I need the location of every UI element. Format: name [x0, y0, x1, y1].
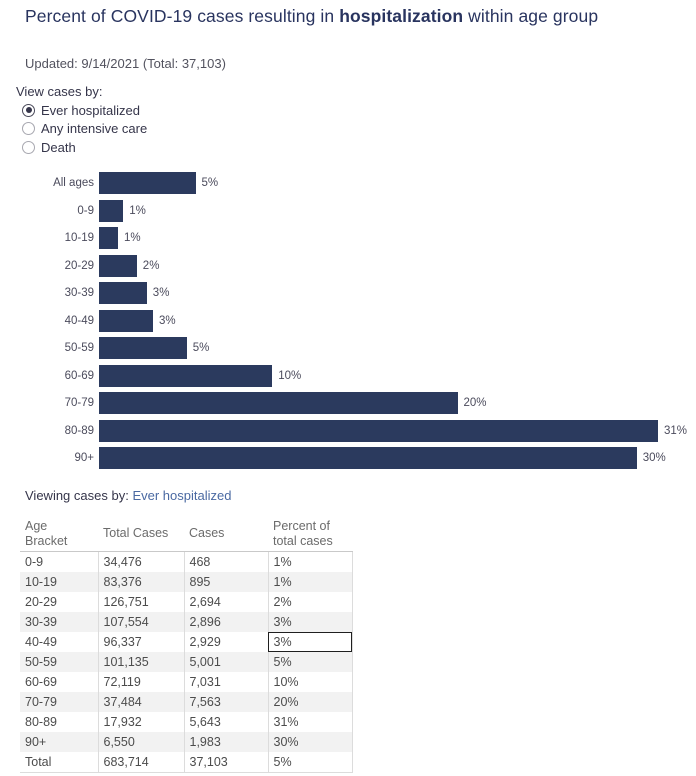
- table-cell[interactable]: 20%: [268, 692, 352, 712]
- view-cases-by-label: View cases by:: [16, 84, 103, 99]
- table-cell[interactable]: 34,476: [98, 552, 184, 573]
- table-row-80-89: [20, 712, 352, 732]
- radio-option-death[interactable]: [22, 138, 147, 157]
- table-cell[interactable]: 5,001: [184, 652, 268, 672]
- radio-option-any-intensive-care[interactable]: [22, 120, 147, 139]
- table-cell[interactable]: 50-59: [20, 652, 98, 672]
- bar-value-label: 5%: [201, 177, 219, 189]
- table-cell[interactable]: 10-19: [20, 572, 98, 592]
- category-axis-label: 80-89: [64, 424, 94, 437]
- table-cell[interactable]: 107,554: [98, 612, 184, 632]
- chart-row-80-89: [0, 420, 696, 442]
- table-cell[interactable]: 895: [184, 572, 268, 592]
- table-row-60-69: [20, 672, 352, 692]
- title-emphasis: hospitalization: [339, 6, 464, 26]
- radio-option-label: Any intensive care: [41, 121, 148, 137]
- column-header-cases[interactable]: Cases: [184, 516, 268, 552]
- table-row-0-9: [20, 552, 352, 573]
- category-axis-label: 20-29: [64, 259, 94, 272]
- chart-row-all-ages: [0, 172, 696, 194]
- table-cell[interactable]: 31%: [268, 712, 352, 732]
- bar-value-label: 30%: [642, 452, 666, 464]
- table-cell[interactable]: 468: [184, 552, 268, 573]
- table-cell[interactable]: 96,337: [98, 632, 184, 652]
- table-cell[interactable]: 5%: [268, 652, 352, 672]
- table-row-10-19: [20, 572, 352, 592]
- table-row-50-59: [20, 652, 352, 672]
- column-header-total-cases[interactable]: Total Cases: [98, 516, 184, 552]
- table-cell[interactable]: 17,932: [98, 712, 184, 732]
- column-header-percent-of-total-cases[interactable]: Percent of total cases: [268, 516, 352, 552]
- updated-line: Updated: 9/14/2021 (Total: 37,103): [25, 56, 226, 71]
- table-cell[interactable]: Total: [20, 752, 98, 773]
- table-cell[interactable]: 5,643: [184, 712, 268, 732]
- viewing-cases-by-line: [25, 488, 231, 503]
- bar-value-label: 31%: [664, 424, 688, 437]
- category-axis-label: 70-79: [64, 397, 94, 409]
- table-cell[interactable]: 7,031: [184, 672, 268, 692]
- chart-row-90+: [0, 447, 696, 469]
- chart-row-40-49: [0, 310, 696, 332]
- table-cell[interactable]: 90+: [20, 732, 98, 752]
- hospitalization-bar-chart: [0, 172, 696, 475]
- age-bracket-table: [20, 516, 353, 773]
- table-cell[interactable]: 37,484: [98, 692, 184, 712]
- radio-option-ever-hospitalized[interactable]: [22, 101, 147, 120]
- table-row-30-39: [20, 612, 352, 632]
- table-cell[interactable]: 126,751: [98, 592, 184, 612]
- radio-option-label: Ever hospitalized: [41, 102, 140, 118]
- category-axis-label: 30-39: [64, 287, 94, 299]
- bar-0-9[interactable]: [99, 200, 123, 222]
- radio-selected-icon[interactable]: [22, 104, 35, 117]
- table-cell[interactable]: 80-89: [25, 715, 57, 729]
- bar-value-label: 3%: [152, 287, 170, 299]
- bar-value-label: 5%: [192, 342, 210, 354]
- bar-value-label: 1%: [124, 232, 141, 244]
- bar-value-label: 20%: [463, 397, 487, 409]
- table-cell[interactable]: 2,896: [184, 612, 268, 632]
- bar-60-69[interactable]: [99, 365, 272, 387]
- bar-value-label: 2%: [142, 259, 160, 272]
- radio-unselected-icon[interactable]: [22, 122, 35, 135]
- table-cell[interactable]: 1%: [268, 572, 352, 592]
- table-cell[interactable]: 3%: [268, 612, 352, 632]
- table-row-20-29: [20, 592, 352, 612]
- table-cell[interactable]: 72,119: [98, 672, 184, 692]
- bar-30-39[interactable]: [99, 282, 147, 304]
- table-cell[interactable]: 1%: [268, 552, 352, 573]
- chart-row-30-39: [0, 282, 696, 304]
- table-cell[interactable]: 40-49: [25, 635, 57, 649]
- chart-row-20-29: [0, 255, 696, 277]
- table-cell[interactable]: 7,563: [184, 692, 268, 712]
- view-cases-by-radio-group: [22, 101, 147, 157]
- category-axis-label: 10-19: [64, 232, 94, 244]
- radio-option-label: Death: [41, 139, 76, 155]
- table-cell[interactable]: 10%: [268, 672, 352, 692]
- chart-row-10-19: [0, 227, 696, 249]
- table-cell[interactable]: 2%: [268, 592, 352, 612]
- table-cell[interactable]: 83,376: [98, 572, 184, 592]
- bar-10-19[interactable]: [99, 227, 118, 249]
- bar-70-79[interactable]: [99, 392, 458, 414]
- table-cell[interactable]: 3%: [268, 632, 352, 652]
- viewing-cases-by-label: Viewing cases by:: [25, 488, 129, 503]
- table-cell[interactable]: 6,550: [98, 732, 184, 752]
- page-title: [25, 6, 598, 27]
- table-cell[interactable]: 37,103: [184, 752, 268, 773]
- table-cell[interactable]: 101,135: [98, 652, 184, 672]
- radio-unselected-icon[interactable]: [22, 141, 35, 154]
- viewing-cases-by-value: Ever hospitalized: [132, 488, 232, 503]
- bar-50-59[interactable]: [99, 337, 187, 359]
- bar-20-29[interactable]: [99, 255, 137, 277]
- table-row-70-79: [20, 692, 352, 712]
- category-axis-label: 50-59: [64, 342, 94, 354]
- table-row-total: [20, 752, 352, 773]
- bar-value-label: 1%: [129, 204, 146, 217]
- table-cell[interactable]: 5%: [268, 752, 352, 773]
- table-cell[interactable]: 2,929: [184, 632, 268, 652]
- table-cell[interactable]: 70-79: [20, 692, 98, 712]
- bar-value-label: 3%: [159, 314, 176, 327]
- table-cell[interactable]: 60-69: [25, 675, 57, 689]
- table-cell[interactable]: 683,714: [98, 752, 184, 773]
- chart-row-50-59: [0, 337, 696, 359]
- table-cell[interactable]: 0-9: [25, 555, 44, 569]
- table-row-90+: [20, 732, 352, 752]
- bar-value-label: 10%: [278, 369, 302, 382]
- table-cell[interactable]: 20-29: [25, 595, 57, 609]
- category-axis-label: 90+: [74, 452, 94, 464]
- title-suffix: within age group: [463, 6, 599, 26]
- category-axis-label: 40-49: [64, 314, 94, 327]
- table-cell[interactable]: 30-39: [20, 612, 98, 632]
- table-cell[interactable]: 2,694: [184, 592, 268, 612]
- bar-all-ages[interactable]: [99, 172, 196, 194]
- table-row-40-49: [20, 632, 352, 652]
- column-header-age-bracket[interactable]: Age Bracket: [20, 516, 98, 552]
- chart-row-70-79: [0, 392, 696, 414]
- table-cell[interactable]: 1,983: [184, 732, 268, 752]
- bar-80-89[interactable]: [99, 420, 658, 442]
- bar-40-49[interactable]: [99, 310, 153, 332]
- category-axis-label: 60-69: [64, 369, 94, 382]
- category-axis-label: All ages: [53, 177, 94, 189]
- bar-90+[interactable]: [99, 447, 637, 469]
- chart-row-0-9: [0, 200, 696, 222]
- title-prefix: Percent of COVID-19 cases resulting in: [25, 6, 340, 26]
- table-cell[interactable]: 30%: [268, 732, 352, 752]
- category-axis-label: 0-9: [77, 204, 94, 217]
- chart-row-60-69: [0, 365, 696, 387]
